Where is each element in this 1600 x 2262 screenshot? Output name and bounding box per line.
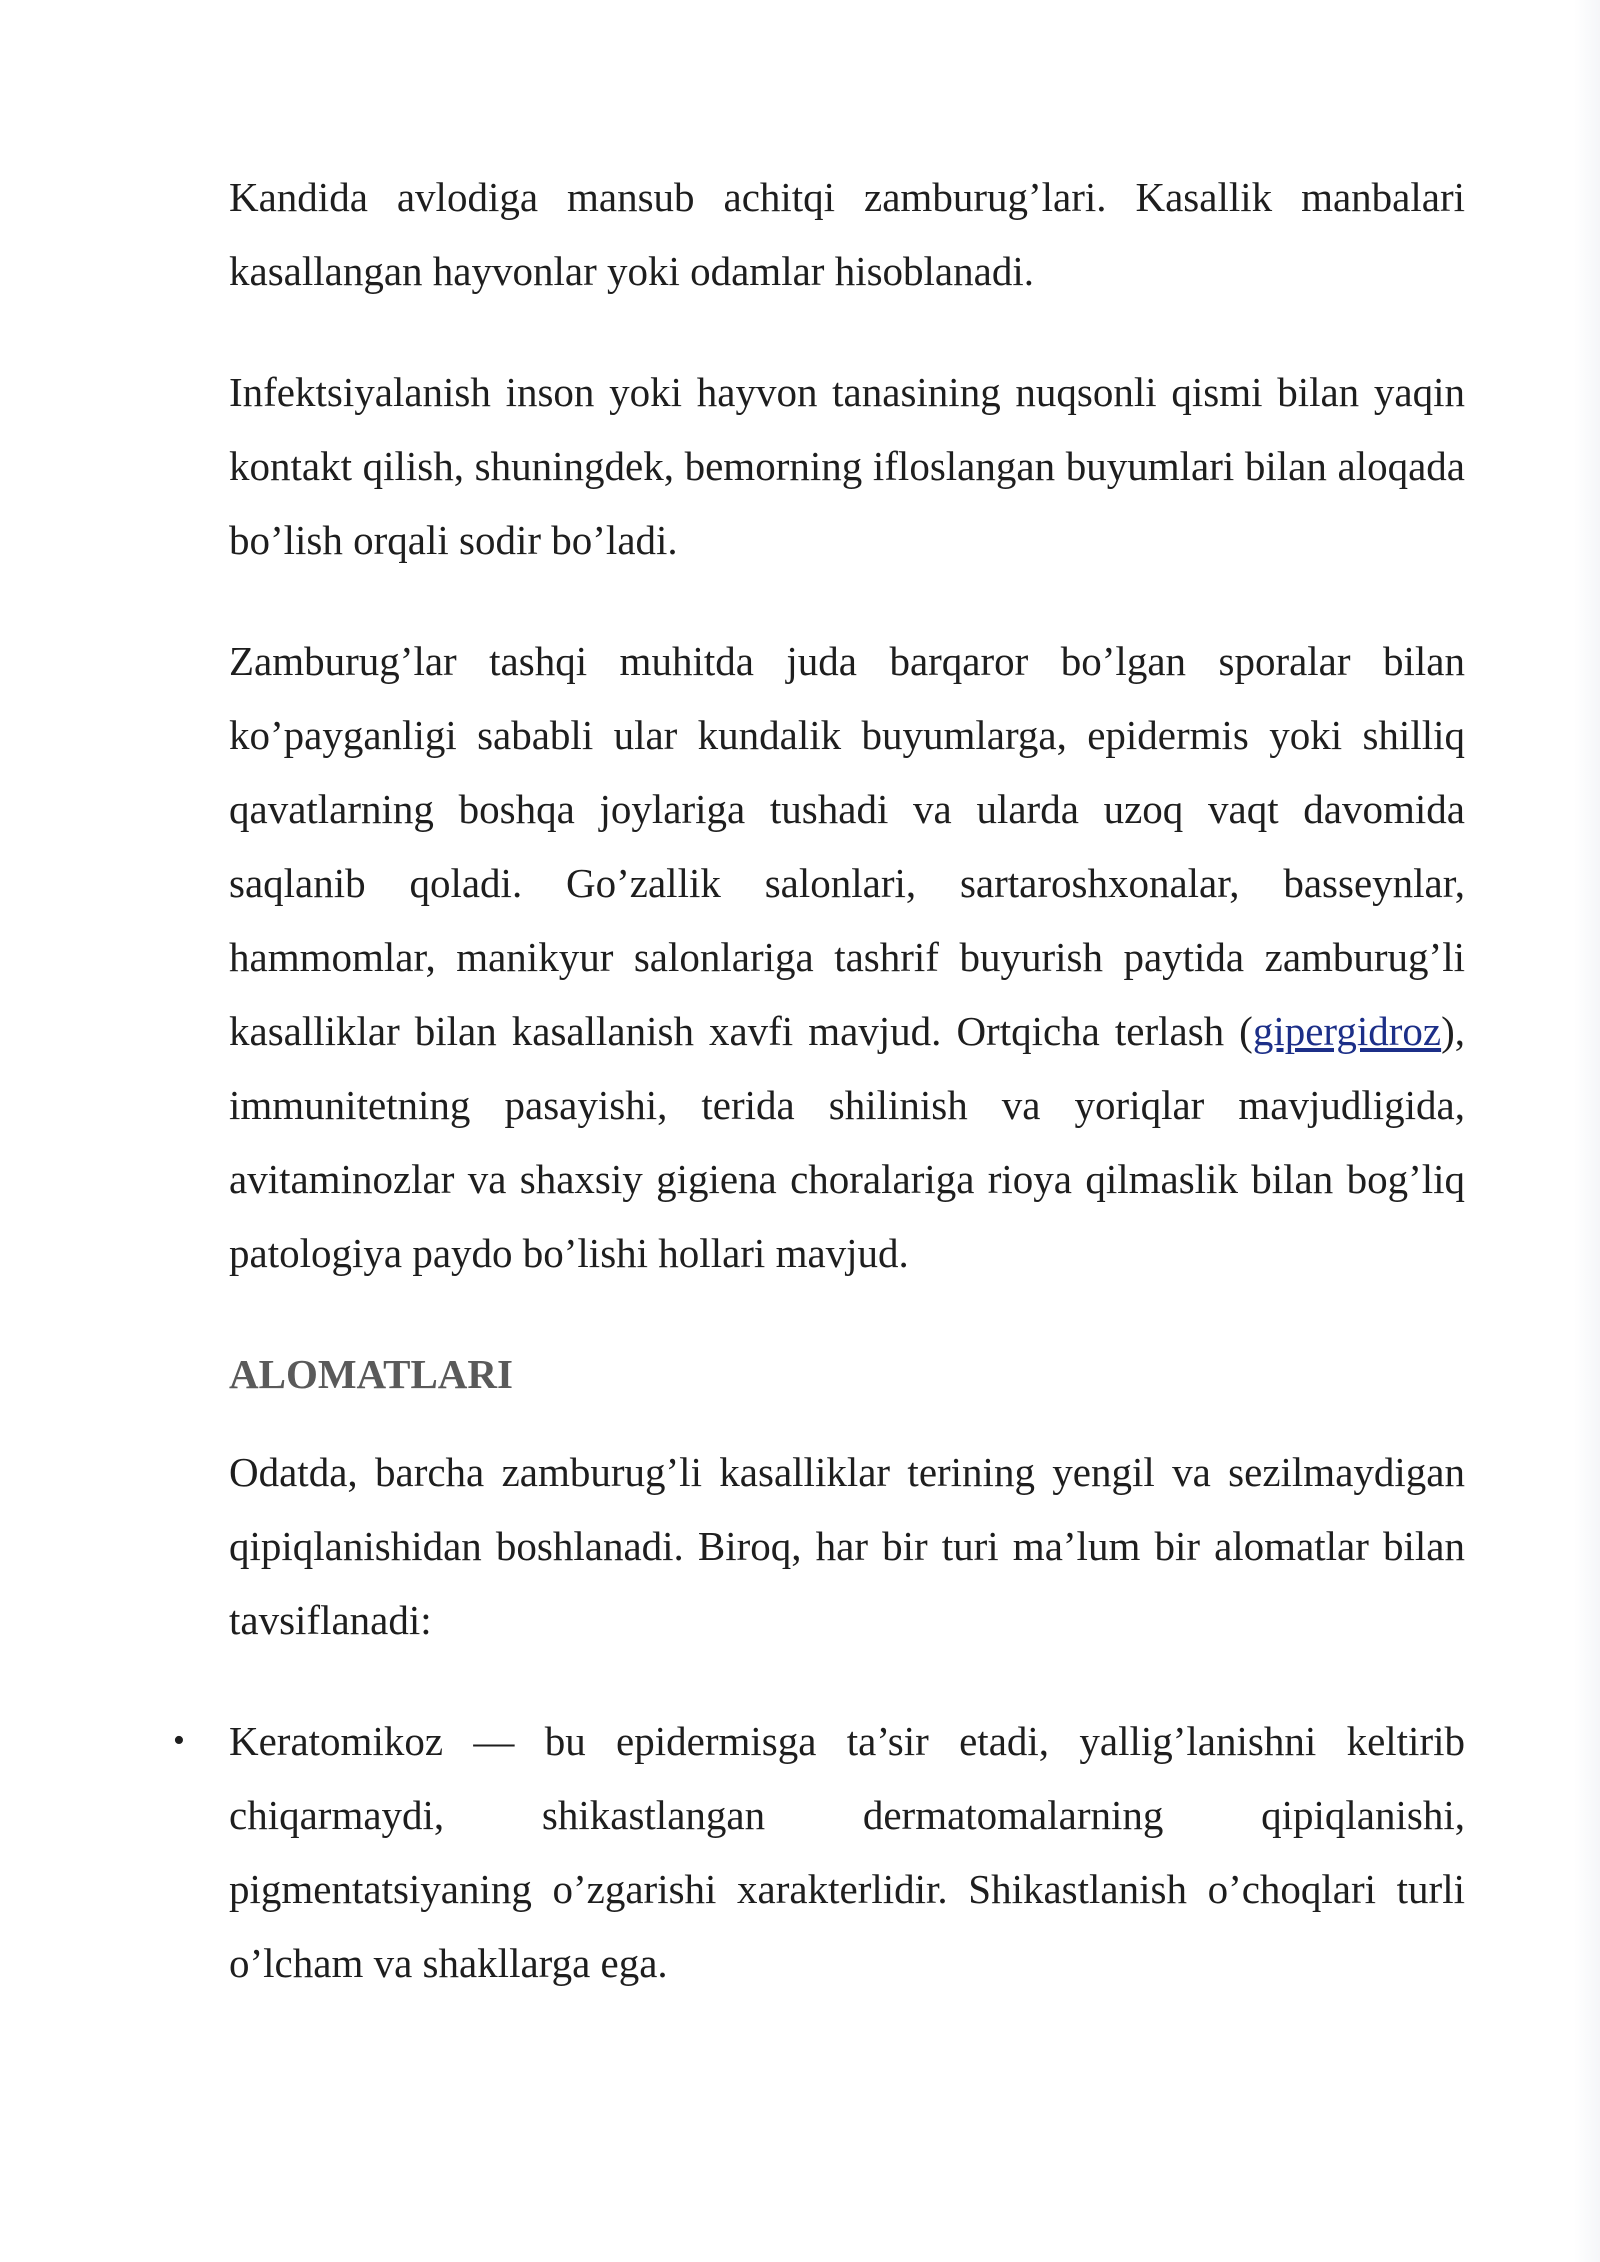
list-item bbox=[173, 1704, 1465, 2000]
gipergidroz-link[interactable]: gipergidroz bbox=[1252, 1008, 1442, 1054]
document-body bbox=[173, 160, 1465, 2000]
paragraph-spores-text-end: ), immunitetning pasayishi, terida shilinish va yoriqlar mavjudligida, avitaminozlar va shaxsiy gigiena choralariga rioya qilmaslik bilan bog’liq patologiya paydo bo’lishi hollari mavjud. bbox=[229, 1008, 1465, 1276]
paragraph-infection: Infektsiyalanish inson yoki hayvon tanasining nuqsonli qismi bilan yaqin kontakt qilish, shuningdek, bemorning ifloslangan buyumlari bilan aloqada bo’lish orqali sodir bo’ladi. bbox=[229, 369, 1465, 563]
page-edge-shadow bbox=[1574, 0, 1600, 2262]
section-heading-symptoms: ALOMATLARI bbox=[229, 1351, 513, 1397]
symptoms-list bbox=[173, 1704, 1465, 2000]
paragraph-spores bbox=[229, 624, 1465, 1290]
paragraph-spores-text-start: Zamburug’lar tashqi muhitda juda barqaror bo’lgan sporalar bilan ko’payganligi sababli ular kundalik buyumlarga, epidermis yoki shilliq qavatlarning boshqa joylariga tushadi va ularda uzoq vaqt davomida saqlanib qoladi. Go’zallik salonlari, sartaroshxonalar, basseynlar, hammomlar, manikyur salonlariga tashrif buyurish paytida zamburug’li kasalliklar bilan kasallanish xavfi mavjud. Ortqicha terlash ( bbox=[229, 638, 1465, 1054]
list-item-text: Keratomikoz — bu epidermisga ta’sir etadi, yallig’lanishni keltirib chiqarmaydi, shikastlangan dermatomalarning qipiqlanishi, pigmentatsiyaning o’zgarishi xarakterlidir. Shikastlanish o’choqlari turli o’lcham va shakllarga ega. bbox=[229, 1718, 1465, 1986]
paragraph-symptoms-intro: Odatda, barcha zamburug’li kasalliklar terining yengil va sezilmaydigan qipiqlanishidan boshlanadi. Biroq, har bir turi ma’lum bir alomatlar bilan tavsiflanadi: bbox=[229, 1449, 1465, 1643]
paragraph-sources: Kandida avlodiga mansub achitqi zamburug’lari. Kasallik manbalari kasallangan hayvonlar yoki odamlar hisoblanadi. bbox=[229, 174, 1465, 294]
bullet-icon: • bbox=[173, 1722, 185, 1759]
